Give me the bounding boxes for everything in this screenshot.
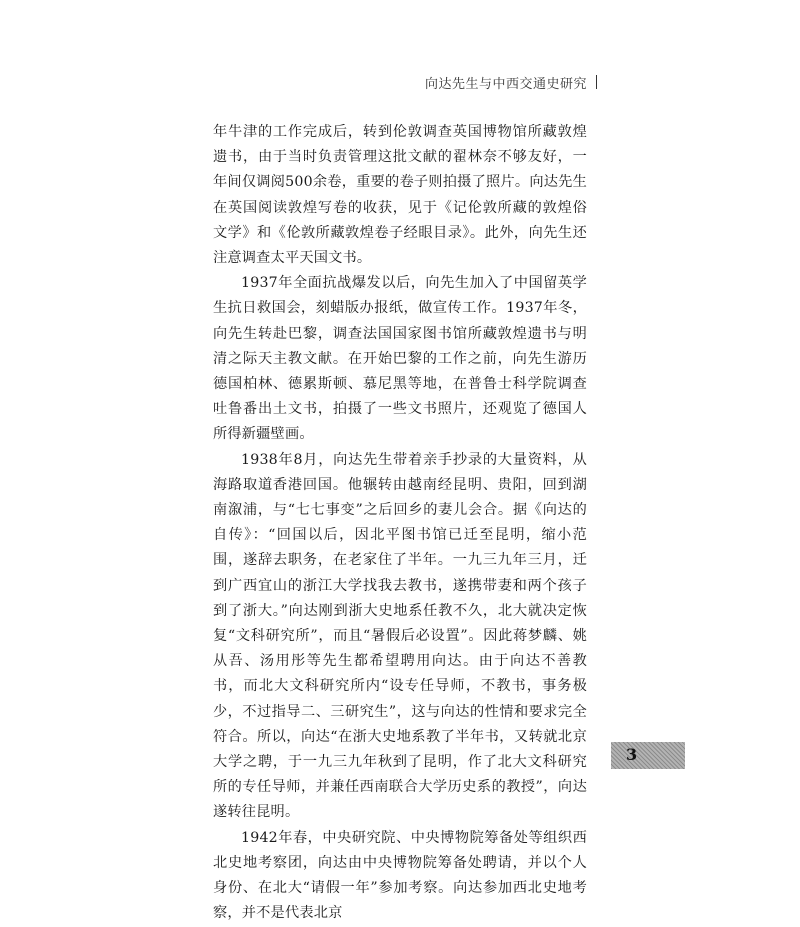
paragraph-4: 1942年春，中央研究院、中央博物院筹备处等组织西北史地考察团，向达由中央博物院筹备处聘请，并以个人身份、在北大“请假一年”参加考察。向达参加西北史地考察，并不是代表北京 [213,829,587,922]
paragraph-2: 1937年全面抗战爆发以后，向先生加入了中国留英学生抗日救国会，刻蜡版办报纸，做宣传工作。1937年冬，向先生转赴巴黎，调查法国国家图书馆所藏敦煌遗书与明清之际天主教文献。在开始巴黎的工作之前，向先生游历德国柏林、德累斯顿、慕尼黑等地，在普鲁士科学院调查吐鲁番出土文书，拍摄了一些文书照片，还观览了德国人所得新疆壁画。 [213,275,587,443]
running-header-title: 向达先生与中西交通史研究 [424,77,587,92]
page-number-box [611,742,685,769]
running-header [425,73,587,92]
page-number: 3 [626,745,638,764]
body-text [213,120,587,927]
header-divider [596,75,597,89]
paragraph-3: 1938年8月，向达先生带着亲手抄录的大量资料，从海路取道香港回国。他辗转由越南经昆明、贵阳，回到湖南溆浦，与“七七事变”之后回乡的妻儿会合。据《向达的自传》：“回国以后，因北平图书馆已迁至昆明，缩小范围，遂辞去职务，在老家住了半年。一九三九年三月，迁到广西宜山的浙江大学找我去教书，遂携带妻和两个孩子到了浙大。”向达刚到浙大史地系任教不久，北大就决定恢复“文科研究所”，而且“暑假后必设置”。因此蒋梦麟、姚从吾、汤用彤等先生都希望聘用向达。由于向达不善教书，而北大文科研究所内“设专任导师，不教书，事务极少，不过指导二、三研究生”，这与向达的性情和要求完全符合。所以，向达“在浙大史地系教了半年书，又转就北京大学之聘，于一九三九年秋到了昆明，作了北大文科研究所的专任导师，并兼任西南联合大学历史系的教授”，向达遂转往昆明。 [213,451,587,821]
paragraph-1: 年牛津的工作完成后，转到伦敦调查英国博物馆所藏敦煌遗书，由于当时负责管理这批文献的翟林奈不够友好，一年间仅调阅500余卷，重要的卷子则拍摄了照片。向达先生在英国阅读敦煌写卷的收获，见于《记伦敦所藏的敦煌俗文学》和《伦敦所藏敦煌卷子经眼目录》。此外，向先生还注意调查太平天国文书。 [213,124,587,267]
